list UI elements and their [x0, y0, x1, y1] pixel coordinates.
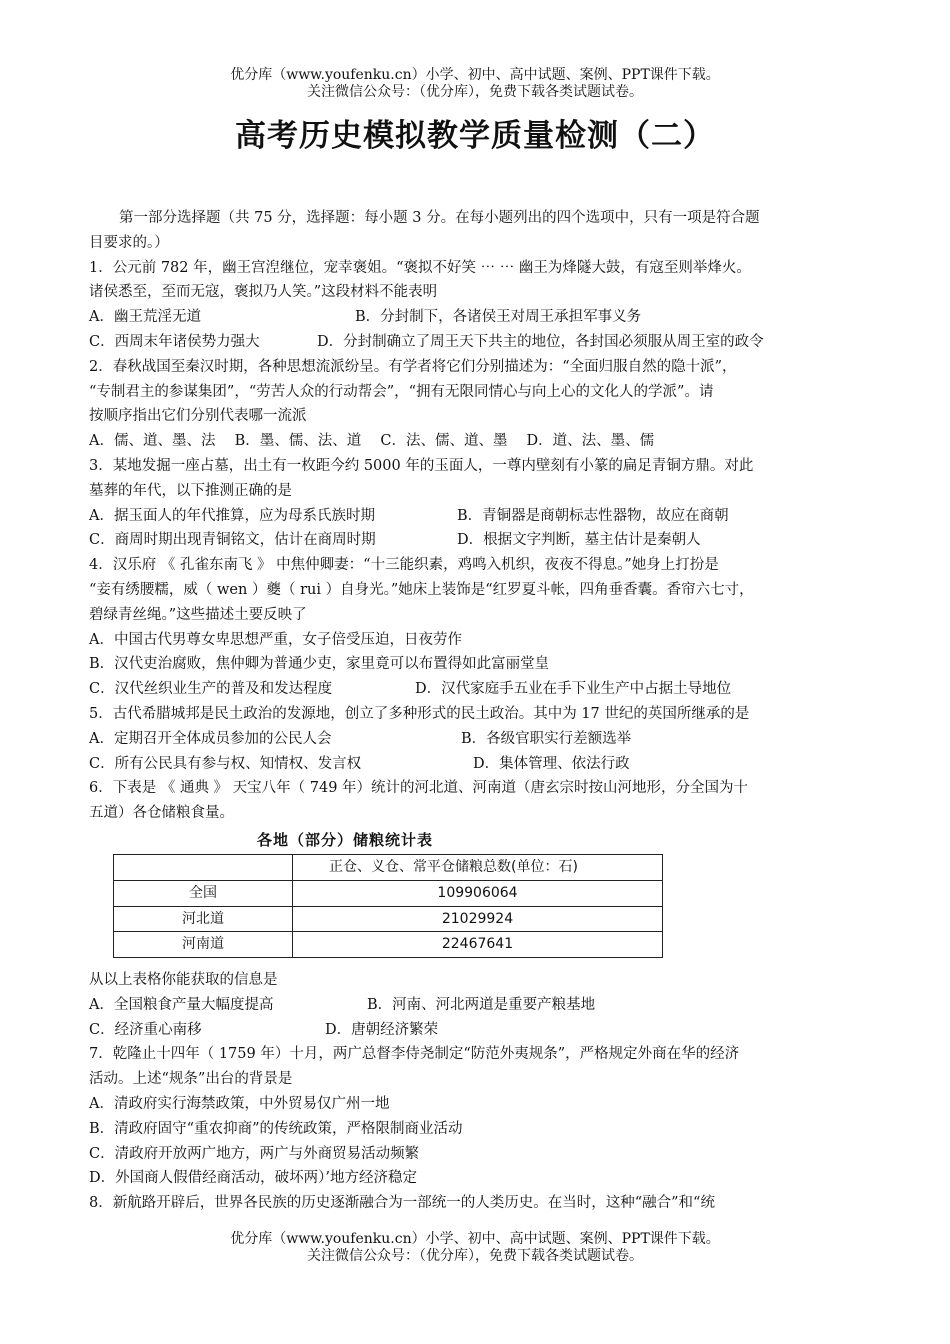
table-row	[114, 906, 663, 932]
q6-option-b: B．河南、河北两道是重要产粮基地	[367, 996, 596, 1013]
q3-options-row	[89, 528, 861, 553]
q4-option-a: A．中国古代男尊女卑思想严重，女子倍受压迫，日夜劳作	[89, 631, 462, 648]
q6-stem: 五道）各仓储粮食量。	[89, 805, 234, 822]
q1-option-b: B．分封制下，各诸侯王对周王承担军事义务	[355, 309, 642, 326]
q6-option-c: C．经济重心南移	[89, 1021, 202, 1038]
table-header-cell: 正仓、义仓、常平仓储粮总数(单位：石)	[293, 854, 663, 880]
footer-line-1: 优分库（www.youfenku.cn）小学、初中、高中试题、案例、PPT课件下载。	[230, 1231, 720, 1247]
q7-stem: 7．乾隆止十四年（ 1759 年）十月，两广总督李侍尧制定“防范外夷规条”，严格规定外商在华的经济	[89, 1046, 740, 1063]
q8-stem: 8．新航路开辟后，世界各民族的历史逐渐融合为一部统一的人类历史。在当时，这种“融合”和“统	[89, 1195, 715, 1212]
table-cell-region: 河北道	[114, 906, 293, 932]
q1-option-a: A．幽王荒淫无道	[89, 309, 201, 326]
q5-options-row	[89, 727, 861, 752]
q1-option-c: C．西周末年诸侯势力强大	[89, 333, 260, 350]
q5-stem: 5．古代希腊城邦是民土政治的发源地，创立了多种形式的民土政治。其中为 17 世纪的英国所继承的是	[89, 705, 750, 722]
table-cell-value: 22467641	[293, 932, 663, 958]
q5-option-a: A．定期召开全体成员参加的公民人会	[89, 730, 332, 747]
q7-stem: 活动。上述“规条”出台的背景是	[89, 1071, 293, 1088]
table-cell-region: 全国	[114, 880, 293, 906]
q5-option-d: D．集体管理、依法行政	[473, 755, 630, 772]
table-header-row	[114, 854, 663, 880]
q4-stem: 碧绿青丝绳。”这些描述土要反映了	[89, 606, 307, 623]
exam-body	[89, 206, 861, 1216]
grain-storage-table	[113, 854, 663, 958]
q4-option-b: B．汉代吏治腐败，焦仲卿为普通少吏，家里竟可以布置得如此富丽堂皇	[89, 656, 550, 673]
page-title: 高考历史模拟教学质量检测（二）	[235, 118, 715, 154]
q1-options-row	[89, 305, 861, 330]
q6-question: 从以上表格你能获取的信息是	[89, 971, 278, 988]
q1-options-row	[89, 330, 861, 355]
q4-stem: 4．汉乐府 《 孔雀东南飞 》 中焦仲卿妻：“十三能织素，鸡鸣入机织，夜夜不得息。”她身上打扮是	[89, 557, 719, 574]
table-row	[114, 932, 663, 958]
q4-stem: “妾有绣腰糯，威（ wen ）夔（ rui ）自身光。”她床上装饰是“红罗夏斗帐，四角垂香囊。香帘六七寸，	[89, 581, 754, 598]
q6-options-row	[89, 1018, 861, 1043]
table-header-blank	[114, 854, 293, 880]
table-cell-region: 河南道	[114, 932, 293, 958]
q6-options-row	[89, 993, 861, 1018]
table-row	[114, 880, 663, 906]
q2-stem: “专制君主的参谋集团”，“劳苦人众的行动帮会”，“拥有无限同情心与向上心的文化人的学派”。请	[89, 383, 714, 400]
q4-option-c: C．汉代丝织业生产的普及和发达程度	[89, 681, 333, 698]
q5-options-row	[89, 752, 861, 777]
table-caption: 各地（部分）储粮统计表	[257, 830, 434, 849]
grain-table-figure	[89, 828, 861, 968]
q3-options-row	[89, 504, 861, 529]
q3-option-c: C．商周时期出现青铜铭文，估计在商周时期	[89, 532, 376, 549]
q6-stem: 6．下表是 《 通典 》 天宝八年（ 749 年）统计的河北道、河南道（唐玄宗时按山河地形，分全国为十	[89, 780, 749, 797]
q1-stem: 诸侯悉至，至而无寇，褒拟乃人笑。”这段材料不能表明	[89, 284, 438, 301]
intro-line: 目要求的。）	[89, 234, 169, 251]
q3-option-a: A．据玉面人的年代推算，应为母系氏族时期	[89, 507, 375, 524]
header-line-1: 优分库（www.youfenku.cn）小学、初中、高中试题、案例、PPT课件下载。	[230, 67, 720, 83]
q5-option-b: B．各级官职实行差额选举	[461, 730, 632, 747]
q2-stem: 2．春秋战国至秦汉时期，各种思想流派纷呈。有学者将它们分别描述为：“全面归服自然的隐十派”，	[89, 358, 737, 375]
q6-option-a: A．全国粮食产量大幅度提高	[89, 996, 274, 1013]
q6-option-d: D．唐朝经济繁荣	[325, 1021, 439, 1038]
q7-option-a: A．清政府实行海禁政策，中外贸易仅广州一地	[89, 1095, 390, 1112]
q3-option-b: B．青铜器是商朝标志性器物，故应在商朝	[457, 507, 729, 524]
q7-option-b: B．清政府固守“重农抑商”的传统政策，严格限制商业活动	[89, 1120, 463, 1137]
q7-option-d: D．外国商人假借经商活动，破坏两）’地方经济稳定	[89, 1170, 417, 1187]
header-line-2: 关注微信公众号：（优分库），免费下载各类试题试卷。	[307, 84, 643, 100]
q2-options: A．儒、道、墨、法 B．墨、儒、法、道 C．法、儒、道、墨 D．道、法、墨、儒	[89, 433, 655, 450]
table-cell-value: 109906064	[293, 880, 663, 906]
q4-options-row	[89, 677, 861, 702]
table-cell-value: 21029924	[293, 906, 663, 932]
q7-option-c: C．清政府开放两广地方，两广与外商贸易活动频繁	[89, 1145, 420, 1162]
q1-stem: 1．公元前 782 年，幽王宫湼继位，宠幸褒姐。“褒拟不好笑 ⋯ ⋯ 幽王为烽隧大鼓，有寇至则举烽火。	[89, 259, 751, 276]
q1-option-d: D．分封制确立了周王天下共主的地位，各封国必须服从周王室的政令	[317, 333, 764, 350]
q3-stem: 3．某地发掘一座占墓，出土有一枚距今约 5000 年的玉面人，一尊内壁刻有小篆的扁足青铜方鼎。对此	[89, 457, 754, 474]
q3-option-d: D．根据文字判断，墓主估计是秦朝人	[457, 532, 701, 549]
q2-stem: 按顺序指出它们分别代表哪一流派	[89, 408, 307, 425]
footer-line-2: 关注微信公众号：（优分库），免费下载各类试题试卷。	[307, 1248, 643, 1264]
q5-option-c: C．所有公民具有参与权、知情权、发言权	[89, 755, 362, 772]
q3-stem: 墓葬的年代，以下推测正确的是	[89, 482, 292, 499]
q4-option-d: D．汉代家庭手五业在手下业生产中占据土导地位	[415, 681, 732, 698]
intro-line: 第一部分选择题（共 75 分，选择题：每小题 3 分。在每小题列出的四个选项中，只有一项是符合题	[119, 210, 760, 226]
